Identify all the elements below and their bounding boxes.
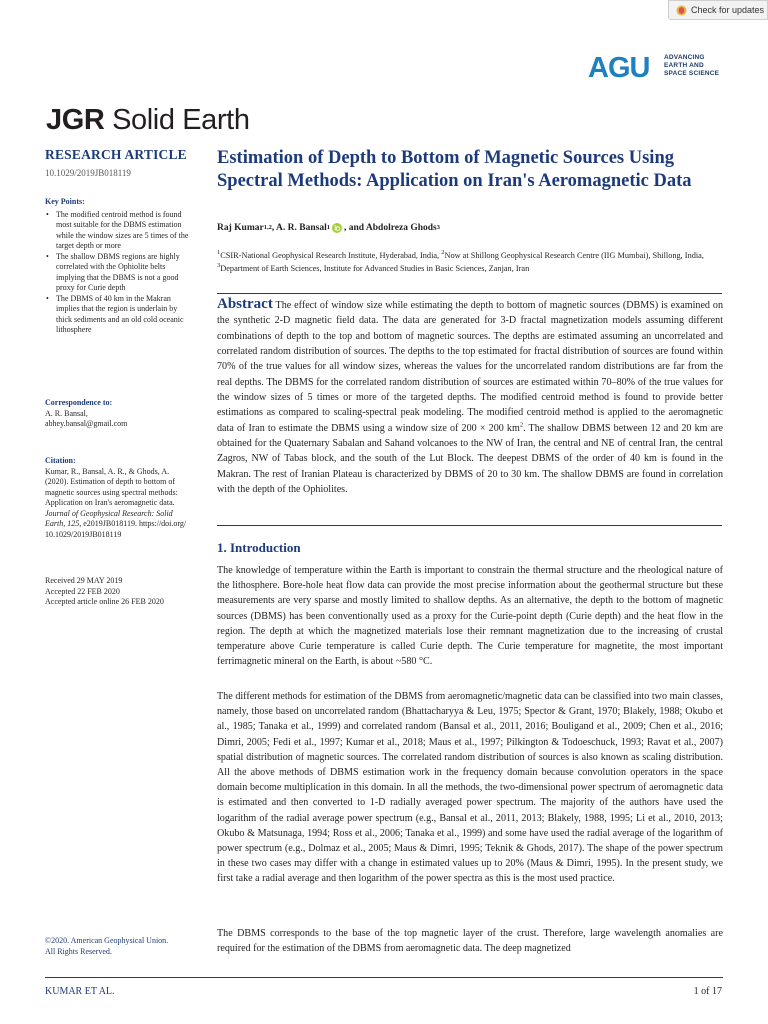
footer-rule — [45, 977, 723, 978]
article-dates — [45, 576, 193, 608]
journal-title-bold: JGR — [46, 104, 105, 136]
citation-doi-link[interactable]: e2019JB018119. https://doi.org/ 10.1029/2019JB018119 — [45, 519, 187, 539]
affiliation: CSIR-National Geophysical Research Institute, Hyderabad, India, — [220, 251, 442, 260]
citation — [45, 456, 193, 540]
abstract-bottom-rule — [217, 525, 722, 526]
copyright — [45, 936, 193, 957]
correspondence-name: A. R. Bansal, — [45, 408, 88, 418]
paragraph: The DBMS corresponds to the base of the top magnetic layer of the crust. Therefore, large wavelength anomalies are required for the estimation of the DBMS from aeromagnetic data. The deep magnetized — [217, 928, 723, 955]
citation-text: Kumar, R., Bansal, A. R., & Ghods, A. (2020). Estimation of depth to bottom of magnetic sources using spectral methods: Application on Iran's aeromagnetic data. — [45, 466, 178, 507]
article-doi: 10.1029/2019JB018119 — [45, 168, 131, 178]
agu-letters: AGU — [588, 52, 650, 80]
correspondence — [45, 398, 193, 430]
page-number: 1 of 17 — [693, 986, 722, 997]
affil-sup: 1 — [217, 249, 221, 257]
author-list: Raj Kumar 1,2 , A. R. Bansal 1 , and Abdolreza Ghods 3 — [217, 223, 440, 233]
received-date: Received 29 MAY 2019 — [45, 576, 123, 585]
paragraph: The knowledge of temperature within the Earth is important to constrain the thermal structure and the rheological nature of the lithosphere. Bore-hole heat flow data can provide the most precise information about the geothermal structure but these measurements are very sparse and mostly limited to shallow depths. As an alternative, the depth to the bottom of magnetic sources (DBMS) has been conventionally used as a proxy for the Curie-point depth (Curie depth) and the heat flow in the region. The depth at which the magnetized materials lose their remnant magnetization due to the increasing of crustal temperature above Curie temperature is called Curie depth. The Curie temperature for magnetite, the most important ferrimagnetic mineral on the Earth, is about ~580 °C. — [217, 565, 723, 668]
section-heading: 1. Introduction — [217, 540, 301, 555]
abstract-sup: 2 — [519, 421, 524, 429]
agu-tagline-line: SPACE SCIENCE — [664, 70, 720, 77]
accepted-date: Accepted 22 FEB 2020 — [45, 586, 120, 596]
accepted-online-date: Accepted article online 26 FEB 2020 — [45, 597, 164, 606]
abstract — [217, 297, 723, 497]
affil-sup: 2 — [441, 249, 445, 257]
abstract-text: . The shallow DBMS between 12 and 20 km are obtained for the Quaternary Sabalan and Sahand volcanoes to the NW of Iran, the central and NE of central Iran, the central Zagros, NW of Tabas block, and the south of the Lut Block. The deepest DBMS of the order of 40 km is found in the Makran. The rest of Iranian Plateau is characterized by DBMS of 20 to 30 km. The shallow DBMS are found in correlation with the depth of the Ophiolites. — [217, 422, 723, 496]
correspondence-email[interactable]: abhey.bansal@gmail.com — [45, 419, 128, 428]
abstract-top-rule — [217, 293, 722, 294]
author-name: , and Abdolreza Ghods — [343, 223, 437, 233]
agu-tagline-line: EARTH AND — [664, 62, 704, 69]
key-point: • The modified centroid method is found most suitable for the DBMS estimation while the window sizes are 5 times of the target depth or more — [45, 210, 193, 252]
agu-tagline-line: ADVANCING — [664, 54, 705, 61]
running-head: KUMAR ET AL. — [45, 986, 115, 997]
journal-title-rest: Solid Earth — [104, 104, 250, 136]
citation-heading: Citation: — [45, 456, 76, 465]
agu-wordmark-icon — [588, 52, 660, 80]
abstract-text: The effect of window size while estimating the depth to bottom of magnetic sources (DBMS) is examined on the synthetic 2-D magnetic field data. The data are generated for 3-D fractal magnetization models assuming different combinations of depth to the top and bottom of magnetic sources. The depths are estimated assuming an uncorrelated and correlated random distribution of sources. The depths to the top estimated for fractal distribution of sources are found within 70% of the true values for all window sizes, whereas the values for the uncorrelated random distributions are far from the real depths. The DBMS for the correlated random distribution of sources are estimated within 70–80% of the true values for the window sizes of 5 times or more of the targeted depths. The modified centroid method is found to provide better estimations as compared to scaling-spectral peak modeling. The modified centroid method is applied to the aeromagnetic data of Iran to estimate the DBMS using a window size of 200 × 200 km — [217, 300, 723, 434]
agu-logo — [588, 50, 719, 82]
copyright-line: All Rights Reserved. — [45, 946, 112, 956]
check-updates-label: Check for updates — [691, 5, 765, 15]
orcid-icon[interactable] — [332, 223, 342, 233]
journal-title — [46, 104, 250, 137]
paragraph: The different methods for estimation of the DBMS from aeromagnetic/magnetic data can be classified into two main classes, namely, those based on uncorrelated random (Bhattacharyya & Leu, 1975; Spector & Grant, 1970; Blakely, 1988; Okubo et al., 1985; Tanaka et al., 1999) and correlated random (Bansal et al., 2011, 2016; Bouligand et al., 2009; Chen et al., 2016; Dimri, 2005; Fedi et al., 1997; Kumar et al., 2018; Maus et al., 1997; Pilkington & Todoeschuck, 1993; Ravat et al., 2007) spatial distribution of magnetic sources. The correlated random distribution of sources is also known as scaling distribution. All the above methods of DBMS estimation work in the frequency domain because convolution operators in the space domain become multiplication in this domain. In all the methods, the two-dimensional power spectrum of aeromagnetic data is estimated and then converted to 1-D radially averaged power spectrum. The majority of the authors have used the logarithm of the radial average power spectrum (e.g., Bansal et al., 2011, 2013; Blakely, 1988, 1995; Li et al., 2010, 2013; Okubo & Matsunaga, 1994; Ross et al., 2006; Tanaka et al., 1999) and some have used the radial average of the logarithm of power spectrum (e.g., Dolmaz et al., 2005; Maus & Dimri, 1995; Teknik & Ghods, 2017). The shape of the power spectrum in these two cases may differ with a change in estimated values up to 20% (Maus & Dimri, 1995). In the present study, we first take a radial average and then logarithm of the power spectra as this is the most used practice. — [217, 691, 723, 885]
author-name: Raj Kumar — [217, 223, 264, 233]
article-title: Estimation of Depth to Bottom of Magnetic Sources Using Spectral Methods: Application on Iran's Aeromagnetic Data — [217, 148, 692, 191]
affiliation: Department of Earth Sciences, Institute for Advanced Studies in Basic Sciences, Zanjan, Iran — [220, 264, 530, 273]
key-points — [45, 197, 193, 336]
citation-journal: Journal of Geophysical Research: Solid Earth, 125, — [45, 508, 173, 528]
citation-body — [45, 467, 193, 541]
copyright-line: ©2020. American Geophysical Union. — [45, 936, 169, 945]
affil-sup: 3 — [217, 262, 221, 270]
abstract-heading: Abstract — [217, 296, 273, 312]
crossmark-icon — [676, 5, 687, 16]
check-for-updates-button[interactable] — [668, 0, 768, 20]
affiliations — [217, 249, 727, 275]
agu-tagline — [664, 54, 719, 78]
correspondence-heading: Correspondence to: — [45, 398, 113, 407]
author-name: , A. R. Bansal — [271, 223, 327, 233]
article-type: RESEARCH ARTICLE — [45, 147, 187, 162]
affiliation: Now at Shillong Geophysical Research Centre (IIG Mumbai), Shillong, India, — [444, 251, 704, 260]
key-points-heading: Key Points: — [45, 197, 85, 206]
key-point: • The DBMS of 40 km in the Makran implies that the region is underlain by thick sediments and an old cold oceanic lithosphere — [45, 294, 193, 336]
key-point: • The shallow DBMS regions are highly correlated with the Ophiolite belts implying that the DBMS is not a good proxy for Curie depth — [45, 252, 193, 294]
